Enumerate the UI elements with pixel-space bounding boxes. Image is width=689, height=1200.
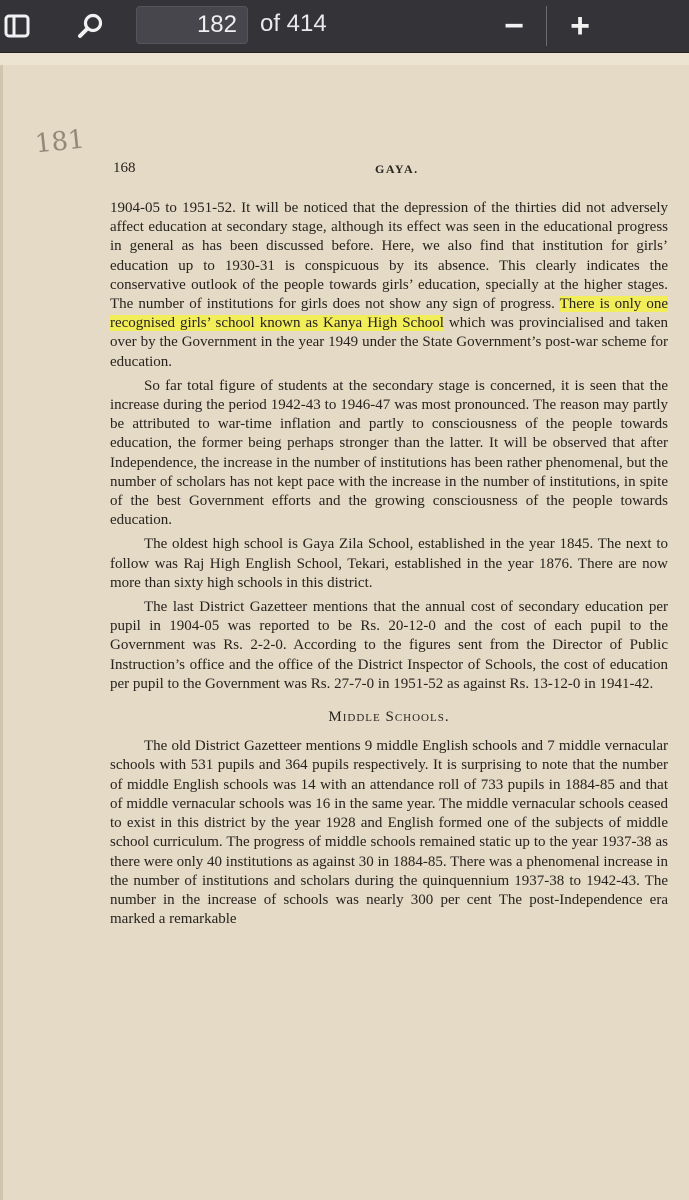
sidebar-icon [4, 13, 30, 39]
page-total-label: of 414 [260, 10, 327, 37]
search-icon [77, 12, 105, 40]
paragraph: The last District Gazetteer mentions that the annual cost of secondary education per pupil in 1904-05 was reported to be Rs. 20-12-0 and the cost of each pupil to the Government was Rs. 2-2-0. According to the figures sent from the Director of Public Instruction’s office and the office of the District Inspector of Schools, the cost of education per pupil to the Government was Rs. 27-7-0 in 1951-52 as against Rs. 13-12-0 in 1941-42. [110, 599, 668, 692]
paragraph: So far total figure of students at the secondary stage is concerned, it is seen that the increase during the period 1942-43 to 1946-47 was most pronounced. The reason may partly be attributed to war-time inflation and partly to consciousness of the people towards education, the former being perhaps stronger than the latter. It will be observed that after Independence, the increase in the number of institutions has been rather phenomenal, but the number of scholars has not kept pace with the increase in the number of institutions, in spite of the best Government efforts and the growing consciousness of the people towards education. [110, 377, 668, 529]
paragraph-text: which was provincialised and taken over by the Government in the year 1949 under the State Government’s post-war scheme for education. [110, 315, 669, 370]
toolbar-divider [546, 6, 547, 46]
minus-icon: − [504, 7, 524, 45]
running-head: GAYA. [375, 162, 419, 176]
document-page [0, 65, 689, 1200]
pdf-toolbar [0, 0, 689, 53]
paragraph [110, 199, 668, 372]
zoom-out-button[interactable] [494, 8, 534, 44]
handwritten-page-note: 181 [33, 124, 87, 160]
search-button[interactable] [72, 8, 110, 44]
document-viewer[interactable] [0, 53, 689, 1200]
paragraph-text: 1904-05 to 1951-52. It will be noticed that the depression of the thirties did not adversely affect education at secondary stage, although its effect was seen in the educational progress in general as has been discussed before. Here, we also find that institution for girls’ education up to 1930-31 is conspicuous by its absence. This clearly indicates the conservative outlook of the people towards girls’ education, specially at the higher stages. The number of institutions for girls does not show any sign of progress. [110, 200, 668, 313]
section-heading: Middle Schools. [328, 709, 450, 726]
page-body [110, 199, 668, 934]
plus-icon: + [570, 7, 590, 45]
sidebar-toggle-button[interactable] [0, 8, 34, 44]
zoom-in-button[interactable] [558, 8, 602, 44]
paragraph: The oldest high school is Gaya Zila School, established in the year 1845. The next to follow was Raj High English School, Tekari, established in the year 1876. There are now more than sixty high schools in this district. [110, 536, 668, 591]
highlighted-text: There is only one recognised girls’ school known as Kanya High School [110, 296, 668, 332]
page-number: 168 [113, 160, 136, 176]
page-number-input[interactable]: 182 [136, 6, 248, 44]
paragraph: The old District Gazetteer mentions 9 middle English schools and 7 middle vernacular schools with 531 pupils and 364 pupils respectively. It is surprising to note that the number of middle English schools was 14 with an attendance roll of 733 pupils in 1884-85 and that of middle vernacular schools was 16 in the same year. The middle vernacular schools ceased to exist in this district by the year 1928 and English formed one of the subjects of middle school curriculum. The progress of middle schools remained static up to the year 1937-38 as there were only 40 institutions as against 30 in 1884-85. There was a phenomenal increase in the number of institutions and scholars during the quinquennium 1937-38 to 1942-43. The number in the increase of schools was nearly 300 per cent The post-Independence era marked a remarkable [110, 738, 668, 928]
